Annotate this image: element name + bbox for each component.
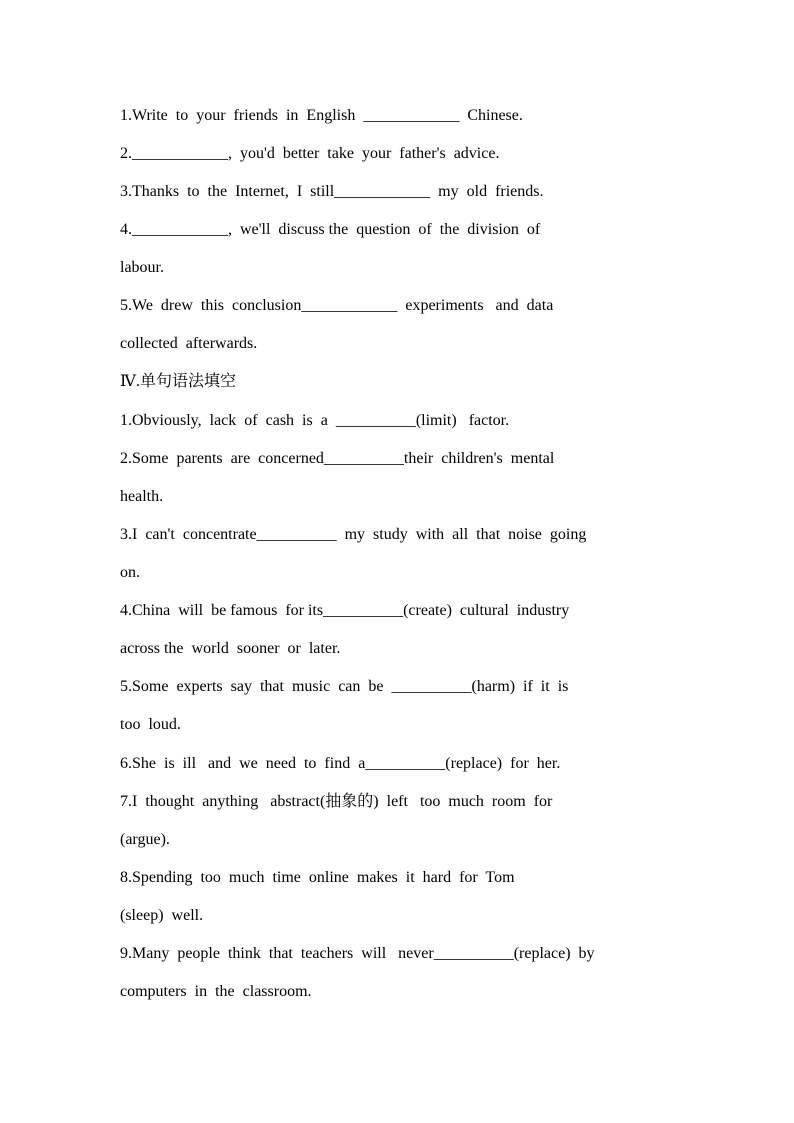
exercise-2-text: 2.____________, you'd better take your father's advice. [120,145,500,162]
grammar-5-text: 5.Some experts say that music can be __________(harm) if it is [120,678,569,695]
grammar-9-text-cont: computers in the classroom. [120,983,312,1000]
exercise-5-text: 5.We drew this conclusion____________ experiments and data [120,297,554,314]
grammar-2-text: 2.Some parents are concerned__________their children's mental [120,450,555,467]
grammar-3-text-cont: on. [120,564,140,581]
grammar-7-text: 7.I thought anything abstract(抽象的) left too much room for [120,793,553,810]
exercise-3-text: 3.Thanks to the Internet, I still____________ my old friends. [120,183,544,200]
grammar-4-text: 4.China will be famous for its__________(create) cultural industry [120,602,570,619]
grammar-1-text: 1.Obviously, lack of cash is a __________(limit) factor. [120,412,510,429]
exercise-4-text-cont: labour. [120,259,164,276]
grammar-4-text-cont: across the world sooner or later. [120,640,341,657]
grammar-8-text: 8.Spending too much time online makes it hard for Tom [120,869,515,886]
grammar-6-text: 6.She is ill and we need to find a__________(replace) for her. [120,755,561,772]
grammar-5-text-cont: too loud. [120,716,181,733]
grammar-2-text-cont: health. [120,488,164,505]
grammar-9-text: 9.Many people think that teachers will never__________(replace) by [120,945,595,962]
grammar-7-text-cont: (argue). [120,831,170,848]
exercise-5-text-cont: collected afterwards. [120,335,258,352]
exercise-4-text: 4.____________, we'll discuss the question of the division of [120,221,541,238]
grammar-3-text: 3.I can't concentrate__________ my study with all that noise going [120,526,587,543]
grammar-8-text-cont: (sleep) well. [120,907,204,924]
section-heading: Ⅳ.单句语法填空 [120,373,236,390]
exercise-1-text: 1.Write to your friends in English ____________ Chinese. [120,107,523,124]
